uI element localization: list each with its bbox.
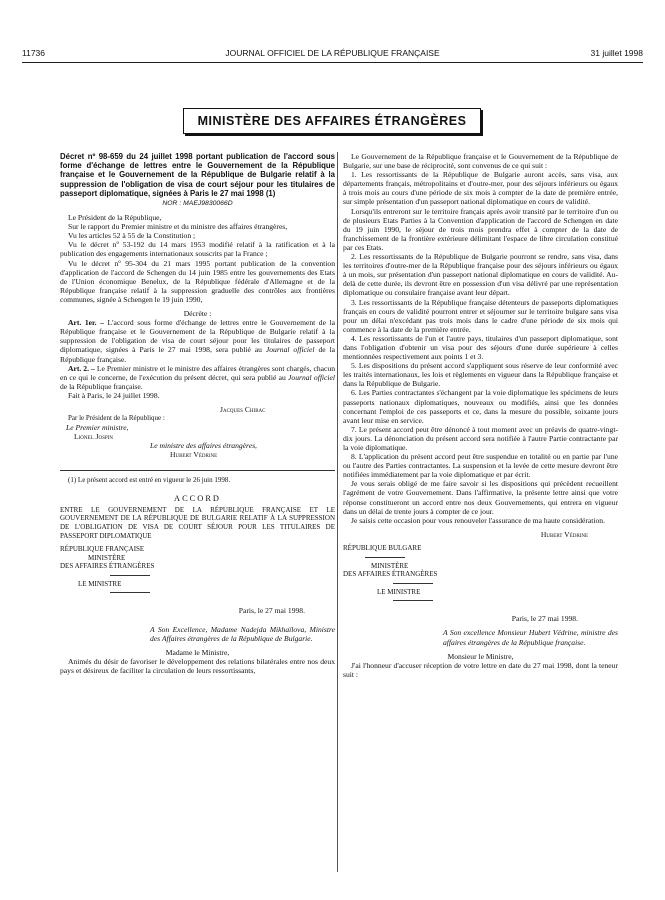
para: 2. Les ressortissants de la République de Bulgarie pourront se rendre, sans visa, dans les territoires d'outre-mer de la République française pour des séjours inférieurs ou égaux à un mois, sur présentation d'un passeport national diplomatique en cours de validité. Au-delà de cette durée, ils devront être en possession d'un visa délivré par une représentation diplomatique ou consulaire française avant leur départ. (343, 252, 618, 298)
letterhead-ministry: MINISTÈRE (371, 561, 409, 570)
letter-body: J'ai l'honneur d'accuser réception de votre lettre en date du 27 mai 1998, dont la teneur suit : (343, 660, 618, 679)
para: Vu le décret nº 53-192 du 14 mars 1953 modifié relatif à la ratification et à la publication des engagements internationaux souscrits par la France ; (60, 240, 335, 259)
para: 1. Les ressortissants de la République de Bulgarie auront accès, sans visa, aux départements français, métropolitains et d'outre-mer, pour des séjours inférieurs ou égaux à trois mois au cours d'une période de six mois à compter de la date de première entrée, sur simple présentation d'un passeport national diplomatique en cours de validité. (343, 170, 618, 207)
letter-addressee: A Son excellence Monsieur Hubert Védrine, ministre des affaires étrangères de la République française. (443, 628, 618, 647)
para: Je vous serais obligé de me faire savoir si les dispositions qui précèdent recueillent l'agrément de votre Gouvernement. Dans l'affirmative, la présente lettre ainsi que votre réponse constitueront un accord entre nos deux Gouvernements, qui entrera en vigueur dans un délai de trente jours à compter de ce jour. (343, 479, 618, 516)
par-le-president: Par le Président de la République : (68, 414, 165, 423)
para: Le Président de la République, (68, 213, 162, 223)
premier-ministre-title: Le Premier ministre, (66, 423, 129, 433)
letter-salutation: Madame le Ministre, (165, 647, 230, 657)
letter-place-date: Paris, le 27 mai 1998. (238, 606, 305, 616)
para: Vu les articles 52 à 55 de la Constitution ; (68, 231, 196, 241)
journal-title: JOURNAL OFFICIEL DE LA RÉPUBLIQUE FRANÇAISE (225, 48, 440, 58)
article-2: Art. 2. – Le Premier ministre et le ministre des affaires étrangères sont chargés, chacun en ce qui le concerne, de l'exécution du présent décret, qui sera publié au Journal officiel de la République française. (60, 363, 336, 391)
right-column (343, 152, 618, 679)
fait-a-paris: Fait à Paris, le 24 juillet 1998. (68, 390, 160, 400)
left-column (60, 152, 335, 675)
header-rule (22, 62, 643, 63)
decree-title: Décret nº 98-659 du 24 juillet 1998 portant publication de l'accord sous forme d'échange de lettres entre le Gouvernement de la République française et le Gouvernement de la République de Bulgarie relatif à la suppression de l'obligation de visa de court séjour pour les titulaires de passeport diplomatique, signées à Paris le 27 mai 1998 (1) (60, 152, 335, 198)
accord-heading: ACCORD (174, 493, 221, 503)
letterhead-republic: RÉPUBLIQUE BULGARE (343, 543, 422, 552)
para: 6. Les Parties contractantes s'échangent par la voie diplomatique les spécimens de leurs passeports nationaux diplomatiques, nouveaux ou modifiés, ainsi que les données concernant l'emploi de ces passeports et ce, dans la mesure du possible, soixante jours avant leur mise en service. (343, 388, 618, 425)
para: Je saisis cette occasion pour vous renouveler l'assurance de ma haute considération. (351, 515, 605, 525)
para: 4. Les ressortissants de l'un et l'autre pays, titulaires d'un passeport diplomatique, sont dans l'obligation d'obtenir un visa pour des séjours d'une durée supérieure à celles mentionnées respectivement aux points 1 et 3. (343, 333, 618, 362)
article-1-label: Art. 1er. – (68, 318, 104, 328)
nor-reference: NOR : MAEJ9830066D (162, 200, 233, 208)
signature-vedrine: Hubert Védrine (540, 529, 588, 539)
accord-subtitle: ENTRE LE GOUVERNEMENT DE LA RÉPUBLIQUE FRANÇAISE ET LE GOUVERNEMENT DE LA RÉPUBLIQUE DE BULGARIE RELATIF À LA SUPPRESSION DE L'OBLIGATION DE VISA DE COURT SÉJOUR POUR LES TITULAIRES DE PASSEPORT DIPLOMATIQUE (60, 505, 335, 540)
article-2-label: Art. 2. – (68, 363, 95, 373)
para: Vu le décret nº 95-304 du 21 mars 1995 portant publication de la convention d'application de l'accord de Schengen du 14 juin 1985 entre les gouvernements des Etats de l'Union économique Benelux, de la République fédérale d'Allemagne et de la République française relatif à la suppression graduelle des contrôles aux frontières communes, signée à Schengen le 19 juin 1990, (60, 258, 335, 304)
letterhead-republic: RÉPUBLIQUE FRANÇAISE (60, 545, 145, 554)
footnote: (1) Le présent accord est entré en vigueur le 26 juin 1998. (68, 475, 231, 484)
issue-date: 31 juillet 1998 (590, 48, 643, 58)
column-divider (337, 152, 338, 872)
para: Lorsqu'ils entreront sur le territoire français après avoir transité par le territoire d'un ou de plusieurs Etats Parties à la Convention d'application de l'accord de Schengen en date du 19 juin 1990, le séjour de trois mois prendra effet à compter de la date de franchissement de la frontière extérieure délimitant l'espace de libre circulation constitué par ces Etats. (343, 206, 618, 252)
page-number: 11736 (22, 48, 46, 58)
ministre-name: Hubert Védrine (170, 450, 218, 460)
ministry-heading: MINISTÈRE DES AFFAIRES ÉTRANGÈRES (183, 108, 481, 134)
para: 5. Les dispositions du présent accord s'appliquent sous réserve de leur conformité avec les traités internationaux, les lois et règlements en vigueur dans la République française et dans la République de Bulgarie. (343, 361, 618, 389)
para: Sur le rapport du Premier ministre et du ministre des affaires étrangères, (68, 222, 288, 232)
para: 3. Les ressortissants de la République française détenteurs de passeports diplomatiques français en cours de validité pourront entrer et séjourner sur le territoire bulgare sans visa pour un délai n'excédant pas trois mois dans le cadre d'une période de six mois qui commence à la date de la première entrée. (343, 297, 618, 334)
footnote-rule (60, 470, 335, 471)
letterhead-minister: LE MINISTRE (78, 579, 122, 588)
article-1: Art. 1er. – L'accord sous forme d'échange de lettres entre le Gouvernement de la République française et le Gouvernement de la République de Bulgarie relatif à la suppression de l'obligation de visa de court séjour pour les titulaires de passeport diplomatique, signées à Paris le 27 mai 1998, sera publié au Journal officiel de la République française. (60, 318, 336, 364)
letterhead-affairs: DES AFFAIRES ÉTRANGÈRES (60, 562, 155, 571)
letter-salutation: Monsieur le Ministre, (447, 651, 514, 661)
letterhead-affairs: DES AFFAIRES ÉTRANGÈRES (343, 570, 438, 579)
letter-addressee: A Son Excellence, Madame Nadejda Mikhaïlova, Ministre des Affaires étrangères de la République de Bulgarie. (150, 624, 335, 643)
para: 7. Le présent accord peut être dénoncé à tout moment avec un préavis de quatre-vingt-dix jours. La dénonciation du présent accord sera notifiée à l'autre Partie contractante par la voie diplomatique. (343, 424, 618, 452)
letter-place-date: Paris, le 27 mai 1998. (511, 614, 578, 624)
letterhead-minister: LE MINISTRE (377, 587, 421, 596)
premier-ministre-name: Lionel Jospin (74, 432, 113, 442)
para: Le Gouvernement de la République française et le Gouvernement de la République de Bulgarie, sur une base de réciprocité, sont convenus de ce qui suit : (343, 152, 618, 171)
ministre-title: Le ministre des affaires étrangères, (150, 441, 257, 451)
letter-body: Animés du désir de favoriser le développement des relations bilatérales entre nos deux pays et désireux de faciliter la circulation de leurs ressortissants, (60, 656, 335, 675)
decrete: Décrète : (183, 309, 212, 319)
para: 8. L'application du présent accord peut être suspendue en totalité ou en partie par l'une ou l'autre des Parties contractantes. La suspension et la levée de cette mesure devront être notifiées immédiatement par la voie diplomatique et par écrit. (343, 452, 618, 480)
letterhead-ministry: MINISTÈRE (88, 553, 126, 562)
signature-president: Jacques Chirac (220, 404, 266, 414)
